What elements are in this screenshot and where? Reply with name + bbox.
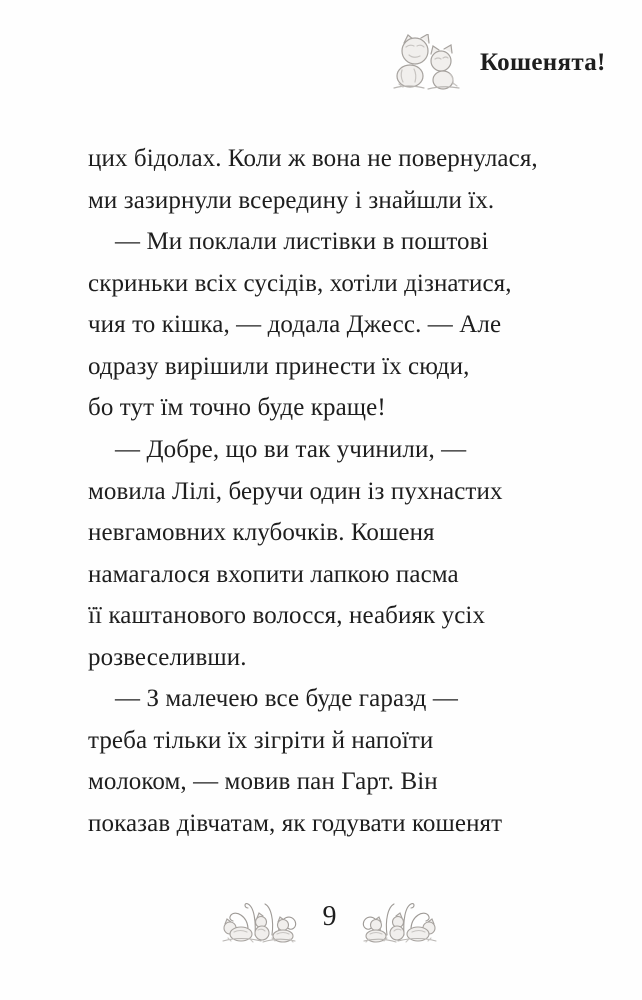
text-line: молоком, — мовив пан Гарт. Він bbox=[88, 768, 438, 796]
text-line: — Добре, що ви так учинили, — bbox=[115, 435, 467, 463]
kittens-ornament-right-icon bbox=[361, 894, 439, 946]
text-line: невгамовних клубочків. Кошеня bbox=[88, 519, 435, 547]
text-line: бо тут їм точно буде краще! bbox=[88, 394, 386, 422]
text-line: розвеселивши. bbox=[88, 643, 247, 671]
text-line: скриньки всіх сусідів, хотіли дізнатися, bbox=[88, 269, 512, 297]
text-line: треба тільки їх зігріти й напоїти bbox=[88, 726, 434, 754]
text-line: чия то кішка, — додала Джесс. — Але bbox=[88, 311, 502, 339]
text-line: — Ми поклали листівки в поштові bbox=[115, 228, 489, 256]
chapter-title: Кошенята! bbox=[480, 49, 606, 76]
two-kittens-sketch-icon bbox=[390, 34, 464, 92]
chapter-header bbox=[390, 34, 606, 92]
text-line: показав дівчатам, як годувати кошенят bbox=[88, 810, 503, 837]
body-text bbox=[88, 138, 598, 845]
text-line: намагалося вхопити лапкою пасма bbox=[88, 560, 459, 588]
page-number: 9 bbox=[322, 901, 337, 932]
text-line: мовила Лілі, беручи один із пухнастих bbox=[88, 477, 503, 505]
text-line: цих бідолах. Коли ж вона не повернулася, bbox=[88, 145, 538, 172]
page-footer bbox=[220, 893, 439, 947]
text-line: — З малечею все буде гаразд — bbox=[115, 685, 458, 713]
kittens-ornament-left-icon bbox=[220, 894, 298, 946]
text-line: одразу вирішили принести їх сюди, bbox=[88, 352, 470, 380]
text-line: ми зазирнули всередину і знайшли їх. bbox=[88, 186, 495, 214]
text-line: її каштанового волосся, неабияк усіх bbox=[88, 602, 486, 630]
